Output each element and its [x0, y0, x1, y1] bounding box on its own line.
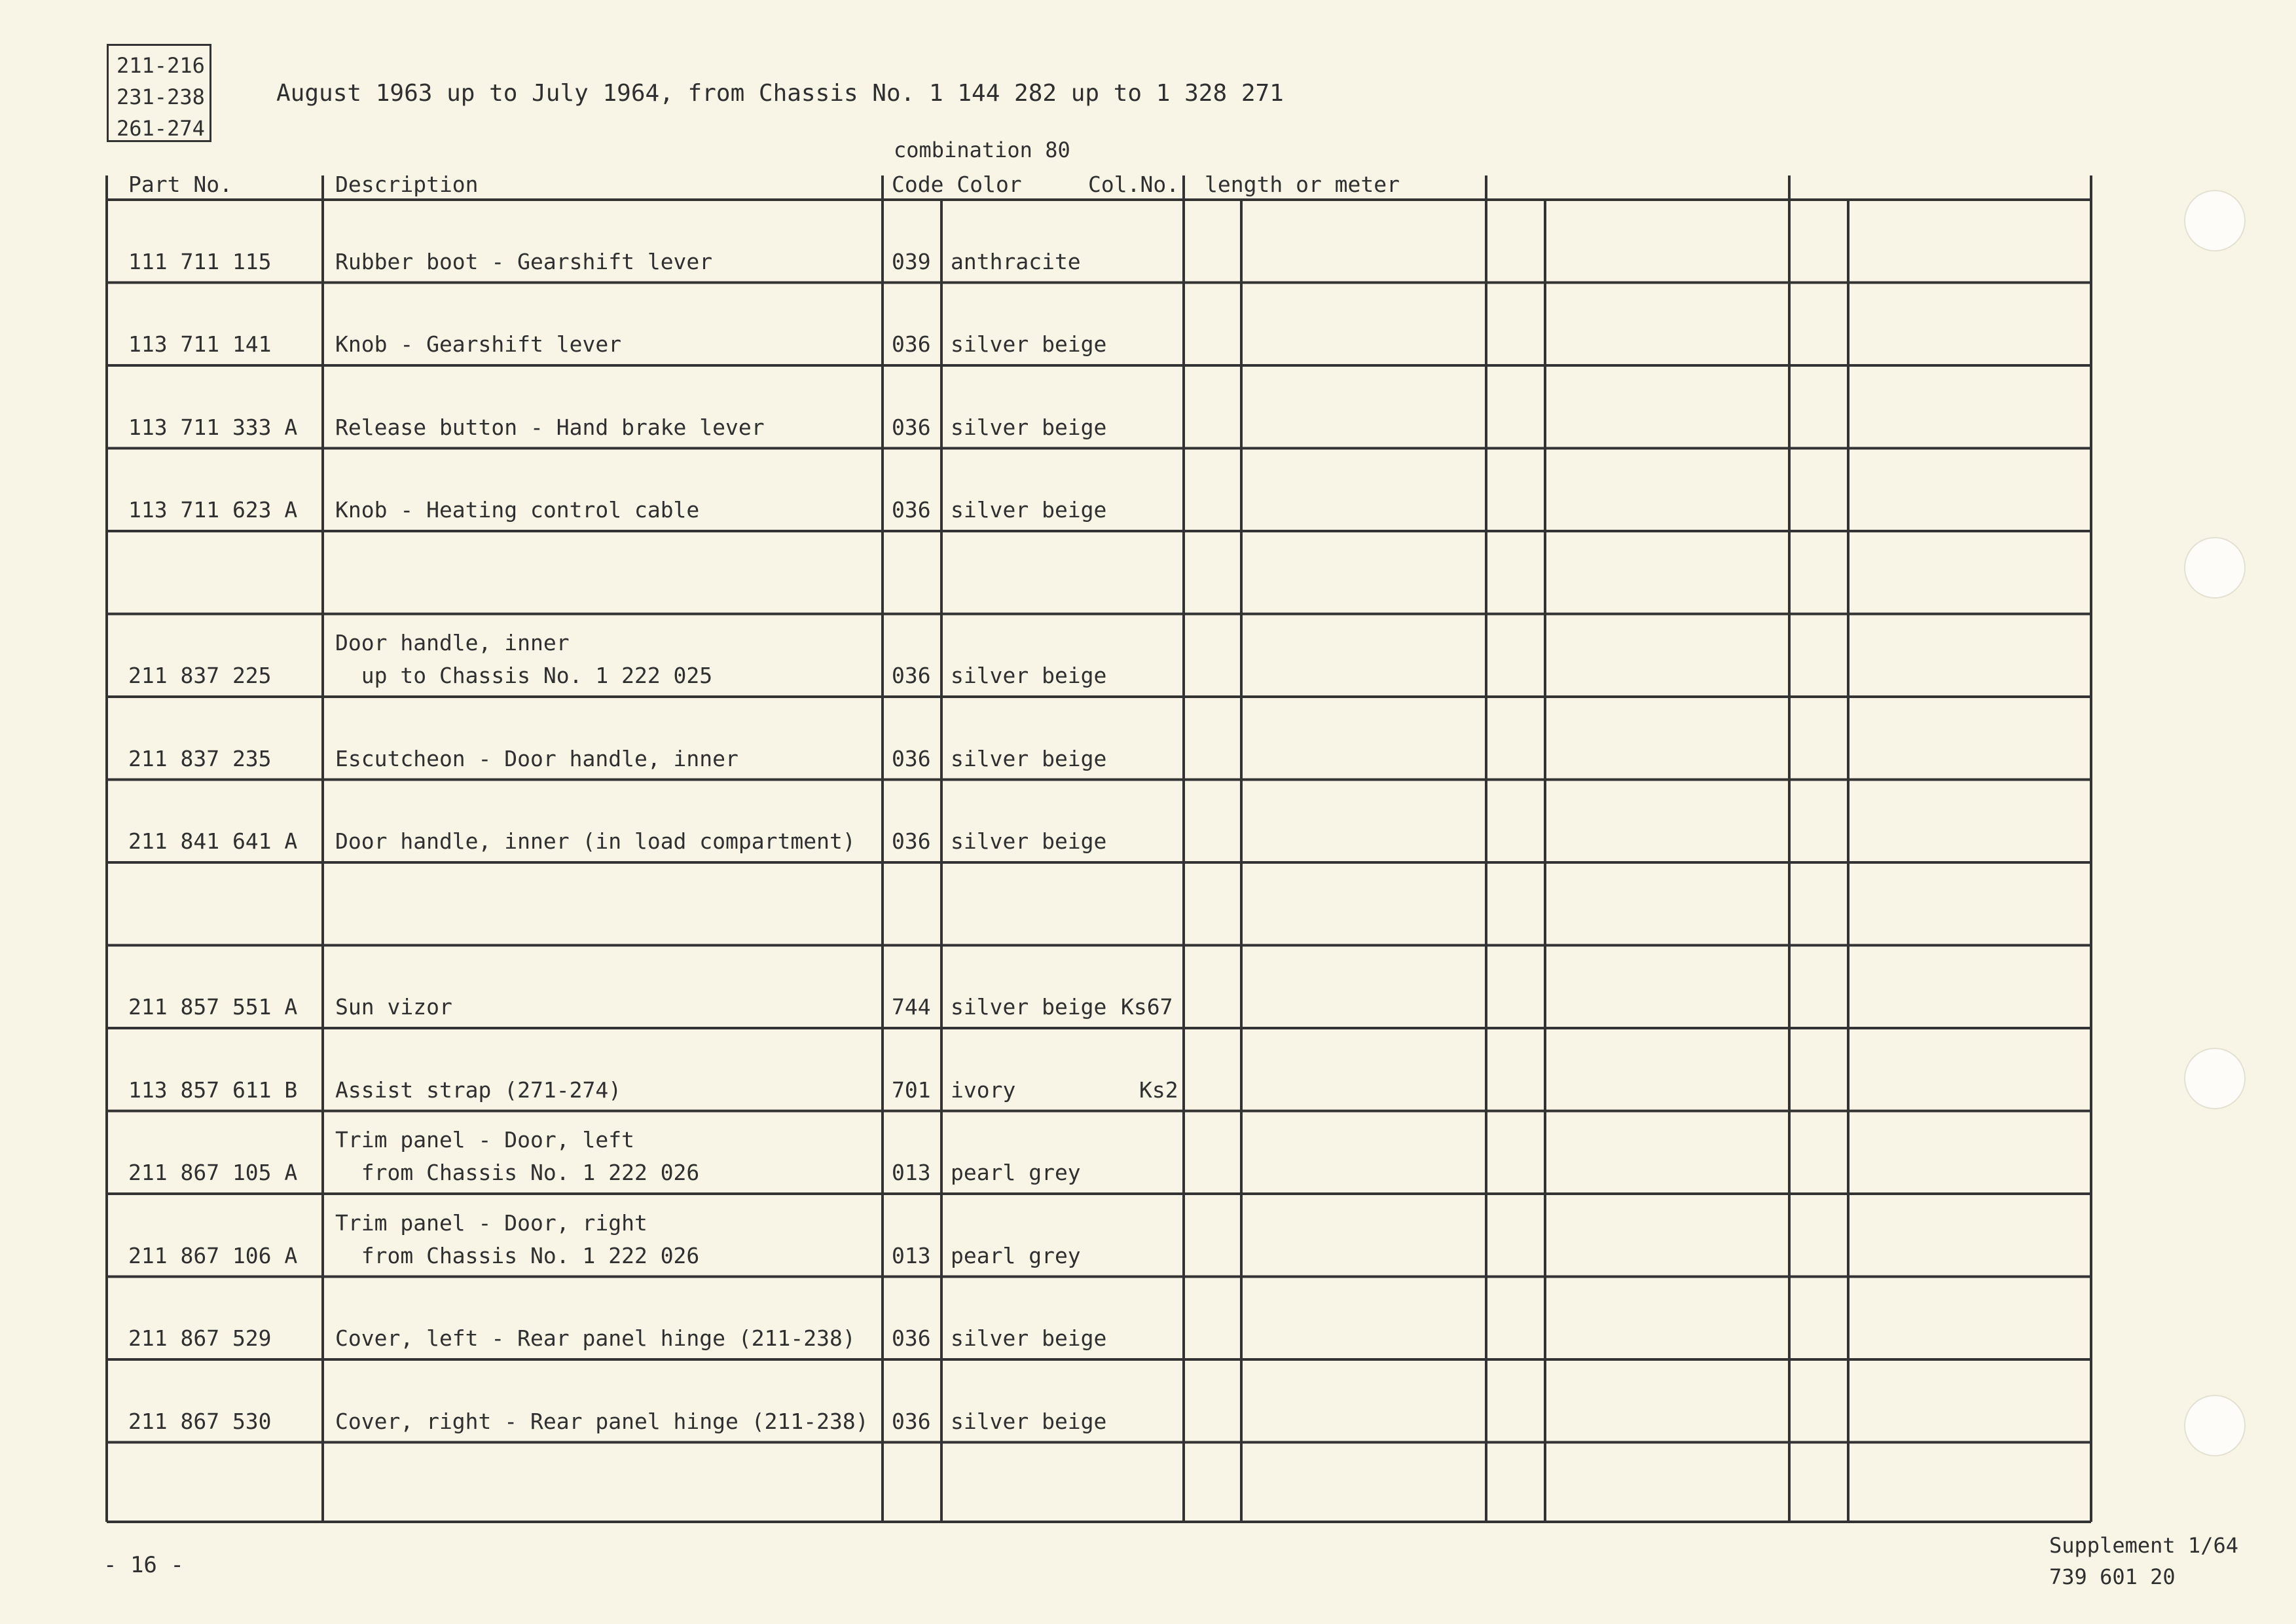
- combination-label: combination 80: [894, 138, 1070, 162]
- part-number: 211 867 530: [128, 1408, 272, 1434]
- part-description: Rubber boot - Gearshift lever: [335, 248, 713, 274]
- part-number: 211 867 105 A: [128, 1160, 298, 1185]
- color-name: silver beige: [951, 745, 1107, 771]
- part-number: 113 711 333 A: [128, 414, 298, 440]
- color-code: 036: [892, 663, 931, 688]
- part-description: Cover, left - Rear panel hinge (211-238): [335, 1325, 856, 1351]
- color-code: 701: [892, 1077, 931, 1103]
- color-name: silver beige: [951, 1325, 1107, 1351]
- binder-hole: [2184, 1048, 2246, 1109]
- col-header-description: Description: [335, 172, 479, 197]
- part-number: 211 841 641 A: [128, 828, 298, 854]
- color-code: 036: [892, 828, 931, 854]
- color-name: silver beige: [951, 994, 1107, 1020]
- supplement-label: Supplement 1/64: [2049, 1533, 2238, 1558]
- part-number: 111 711 115: [128, 248, 272, 274]
- part-number: 113 857 611 B: [128, 1077, 298, 1103]
- color-name: pearl grey: [951, 1242, 1081, 1268]
- color-code: 036: [892, 1325, 931, 1351]
- part-number: 211 867 106 A: [128, 1242, 298, 1268]
- part-description: Trim panel - Door, right: [335, 1209, 647, 1236]
- color-code: 036: [892, 1408, 931, 1434]
- part-number: 113 711 623 A: [128, 497, 298, 523]
- part-description: Door handle, inner: [335, 630, 570, 655]
- binder-hole: [2184, 537, 2246, 599]
- part-description: Release button - Hand brake lever: [335, 414, 765, 440]
- binder-hole: [2184, 190, 2246, 251]
- part-number: 113 711 141: [128, 331, 272, 357]
- color-name: silver beige: [951, 331, 1107, 357]
- supplement-info: [2049, 1530, 2238, 1593]
- col-header-col-no: Col.No.: [1088, 172, 1180, 197]
- color-name: silver beige: [951, 414, 1107, 440]
- color-code: 036: [892, 745, 931, 771]
- part-number: 211 837 235: [128, 745, 272, 771]
- color-code: 744: [892, 994, 931, 1020]
- model-range-1: 211-216: [117, 53, 205, 78]
- color-number: Ks67: [1121, 994, 1173, 1020]
- color-name: silver beige: [951, 1408, 1107, 1434]
- validity-range: August 1963 up to July 1964, from Chassis No. 1 144 282 up to 1 328 271: [276, 80, 1284, 107]
- part-number: 211 837 225: [128, 663, 272, 688]
- part-number: 211 857 551 A: [128, 994, 298, 1020]
- part-description: Trim panel - Door, left: [335, 1127, 634, 1153]
- color-code: 013: [892, 1160, 931, 1185]
- part-description: Sun vizor: [335, 994, 452, 1020]
- model-range-3: 261-274: [117, 116, 205, 141]
- part-description: Knob - Gearshift lever: [335, 331, 622, 357]
- page-number: - 16 -: [103, 1552, 184, 1578]
- part-number: 211 867 529: [128, 1325, 272, 1351]
- color-code: 039: [892, 248, 931, 274]
- color-code: 036: [892, 497, 931, 523]
- color-name: silver beige: [951, 497, 1107, 523]
- color-name: anthracite: [951, 248, 1081, 274]
- document-number: 739 601 20: [2049, 1564, 2176, 1589]
- color-number: Ks2: [1139, 1077, 1178, 1103]
- color-code: 013: [892, 1242, 931, 1268]
- color-name: silver beige: [951, 828, 1107, 854]
- part-description: Escutcheon - Door handle, inner: [335, 745, 738, 771]
- model-range-2: 231-238: [117, 84, 205, 109]
- part-description: Assist strap (271-274): [335, 1077, 622, 1103]
- col-header-code-color: Code Color: [892, 172, 1022, 197]
- part-description: Cover, right - Rear panel hinge (211-238): [335, 1408, 869, 1434]
- part-description: up to Chassis No. 1 222 025: [335, 663, 713, 688]
- color-code: 036: [892, 331, 931, 357]
- part-description: from Chassis No. 1 222 026: [335, 1242, 700, 1268]
- col-header-length: length or meter: [1205, 172, 1400, 197]
- color-name: silver beige: [951, 663, 1107, 688]
- part-description: from Chassis No. 1 222 026: [335, 1160, 700, 1185]
- color-name: ivory: [951, 1077, 1016, 1103]
- color-code: 036: [892, 414, 931, 440]
- color-name: pearl grey: [951, 1160, 1081, 1185]
- col-header-part-no: Part No.: [128, 172, 232, 197]
- part-description: Knob - Heating control cable: [335, 497, 700, 523]
- part-description: Door handle, inner (in load compartment): [335, 828, 856, 854]
- binder-hole: [2184, 1395, 2246, 1456]
